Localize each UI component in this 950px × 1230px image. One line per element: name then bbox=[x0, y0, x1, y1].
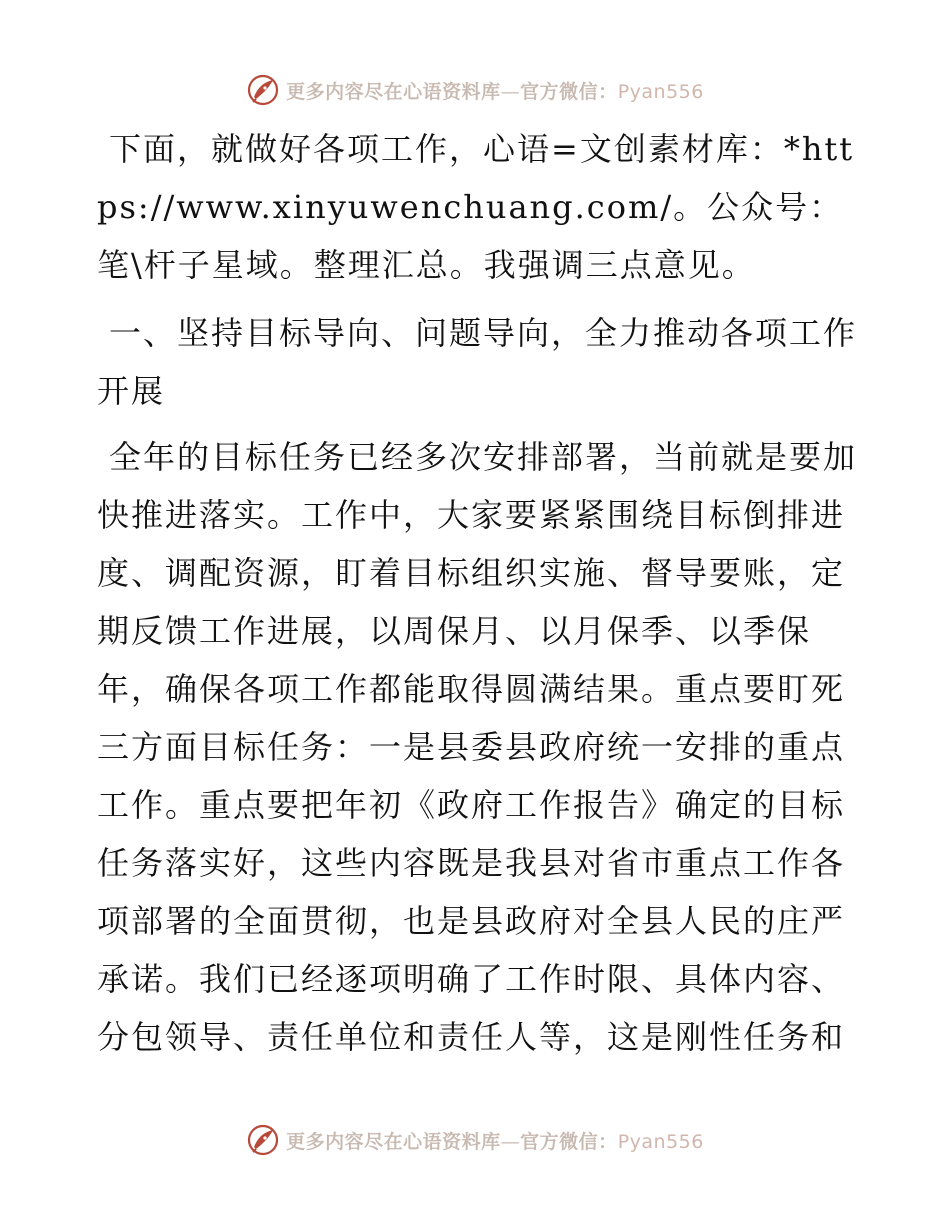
watermark-wechat-label: 官方微信： bbox=[520, 1130, 618, 1153]
fountain-pen-seal-icon bbox=[246, 1123, 280, 1157]
section-heading: 一、坚持目标导向、问题导向，全力推动各项工作开展 bbox=[97, 314, 858, 410]
watermark-text bbox=[286, 1127, 704, 1154]
watermark-text bbox=[286, 77, 704, 104]
fountain-pen-seal-icon bbox=[246, 73, 280, 107]
footer-watermark bbox=[0, 1120, 950, 1160]
watermark-separator: — bbox=[500, 1130, 521, 1153]
watermark-wechat-label: 官方微信： bbox=[520, 80, 618, 103]
intro-paragraph: 下面，就做好各项工作，心语=文创素材库：*https://www.xinyuwenchuang.com/。公众号：笔\杆子星域。整理汇总。我强调三点意见。 bbox=[97, 130, 855, 284]
watermark-site-text: 更多内容尽在心语资料库 bbox=[286, 1130, 501, 1153]
watermark-wechat-id: Pyan556 bbox=[617, 80, 704, 103]
document-body bbox=[97, 120, 857, 1066]
body-paragraph: 全年的目标任务已经多次安排部署，当前就是要加快推进落实。工作中，大家要紧紧围绕目标倒排进度、调配资源，盯着目标组织实施、督导要账，定期反馈工作进展，以周保月、以月保季、以季保年，确保各项工作都能取得圆满结果。重点要盯死三方面目标任务：一是县委县政府统一安排的重点工作。重点要把年初《政府工作报告》确定的目标任务落实好，这些内容既是我县对省市重点工作各项部署的全面贯彻，也是县政府对全县人民的庄严承诺。我们已经逐项明确了工作时限、具体内容、分包领导、责任单位和责任人等，这是刚性任务和 bbox=[97, 438, 858, 1056]
watermark-separator: — bbox=[500, 80, 521, 103]
header-watermark bbox=[0, 70, 950, 110]
watermark-site-text: 更多内容尽在心语资料库 bbox=[286, 80, 501, 103]
watermark-wechat-id: Pyan556 bbox=[617, 1130, 704, 1153]
